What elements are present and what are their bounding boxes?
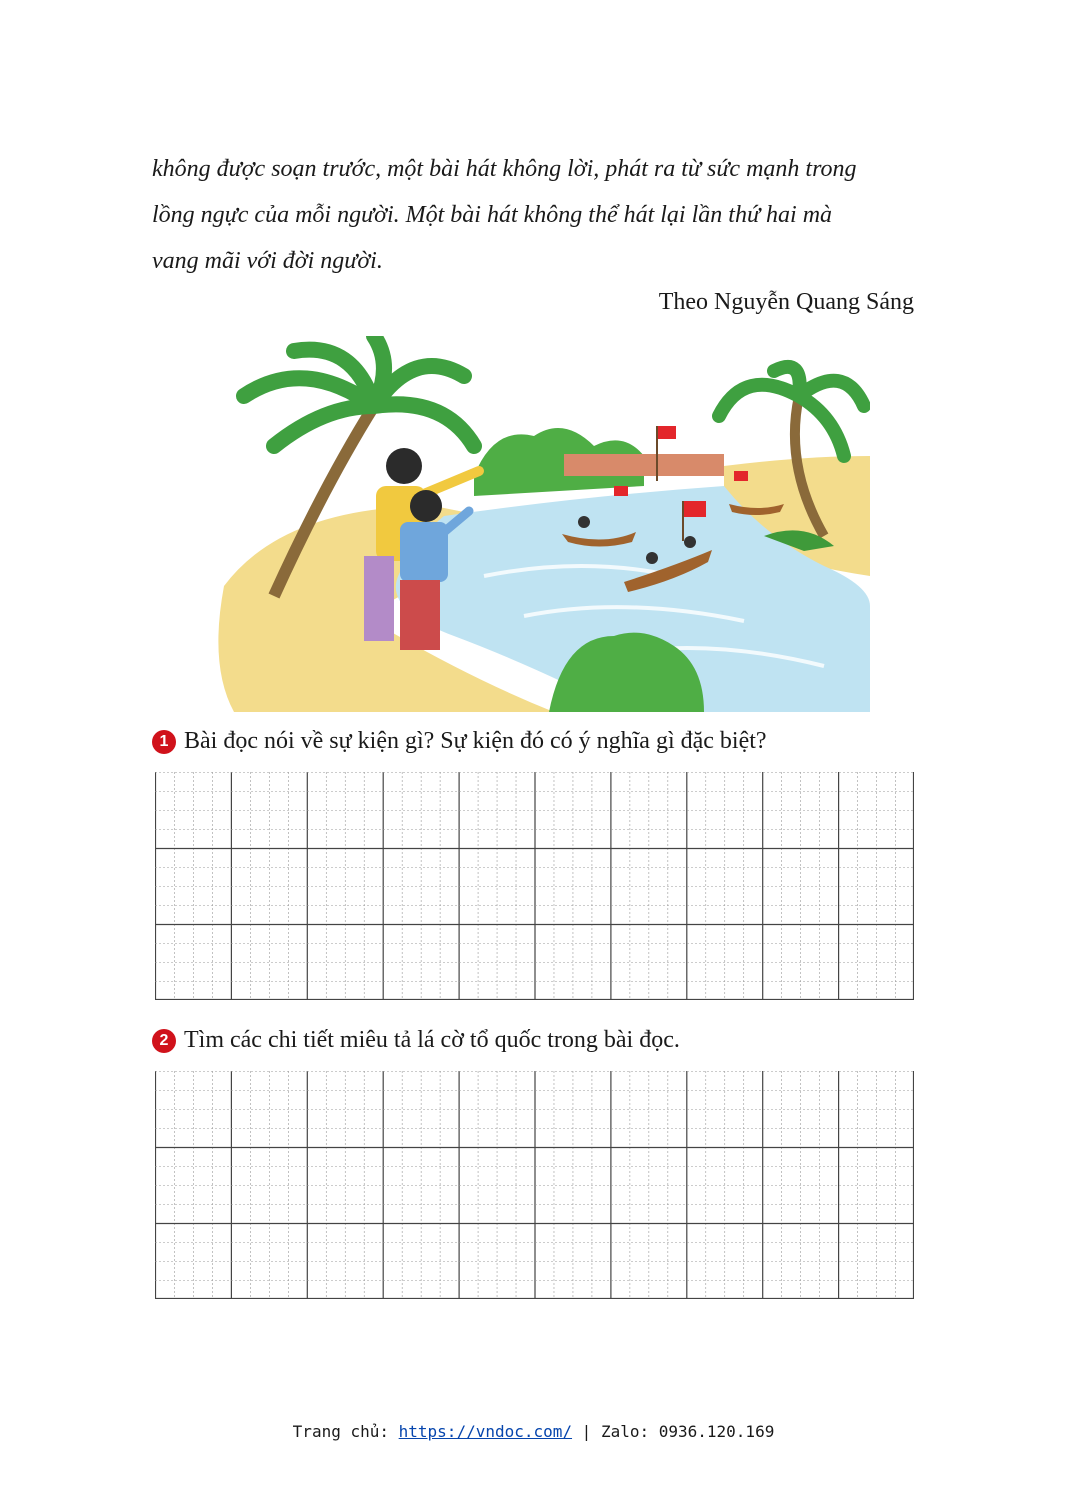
flag-icon [658, 426, 676, 439]
illustration-svg [204, 336, 870, 712]
page-footer [0, 1422, 1067, 1441]
zalo-contact: Zalo: 0936.120.169 [600, 1422, 775, 1441]
flag-icon [614, 486, 628, 496]
village-houses [564, 454, 724, 476]
grid-lines[interactable] [155, 772, 914, 1000]
question-number-badge: 1 [152, 730, 176, 754]
reading-passage [152, 146, 914, 284]
child-figure [410, 490, 442, 522]
answer-grid-1[interactable] [155, 772, 914, 1000]
river-scene-illustration [204, 336, 870, 712]
flag-icon [684, 501, 706, 517]
grid-lines[interactable] [155, 1071, 914, 1299]
answer-grid-2[interactable] [155, 1071, 914, 1299]
question-1 [152, 728, 767, 755]
passage-line: lồng ngực của mỗi người. Một bài hát không thể hát lại lần thứ hai mà [152, 202, 833, 228]
footer-prefix: Trang chủ: [292, 1422, 399, 1441]
question-number-badge: 2 [152, 1029, 176, 1053]
footer-separator: | [572, 1422, 601, 1441]
question-text: Bài đọc nói về sự kiện gì? Sự kiện đó có ý nghĩa gì đặc biệt? [184, 728, 767, 754]
question-2 [152, 1027, 680, 1054]
homepage-link[interactable]: https://vndoc.com/ [398, 1422, 573, 1441]
passage-line: vang mãi với đời người. [152, 248, 383, 274]
question-text: Tìm các chi tiết miêu tả lá cờ tổ quốc trong bài đọc. [184, 1027, 680, 1053]
passage-line: không được soạn trước, một bài hát không lời, phát ra từ sức mạnh trong [152, 156, 857, 182]
passage-attribution: Theo Nguyễn Quang Sáng [658, 289, 914, 315]
flag-icon [734, 471, 748, 481]
mother-figure [386, 448, 422, 484]
